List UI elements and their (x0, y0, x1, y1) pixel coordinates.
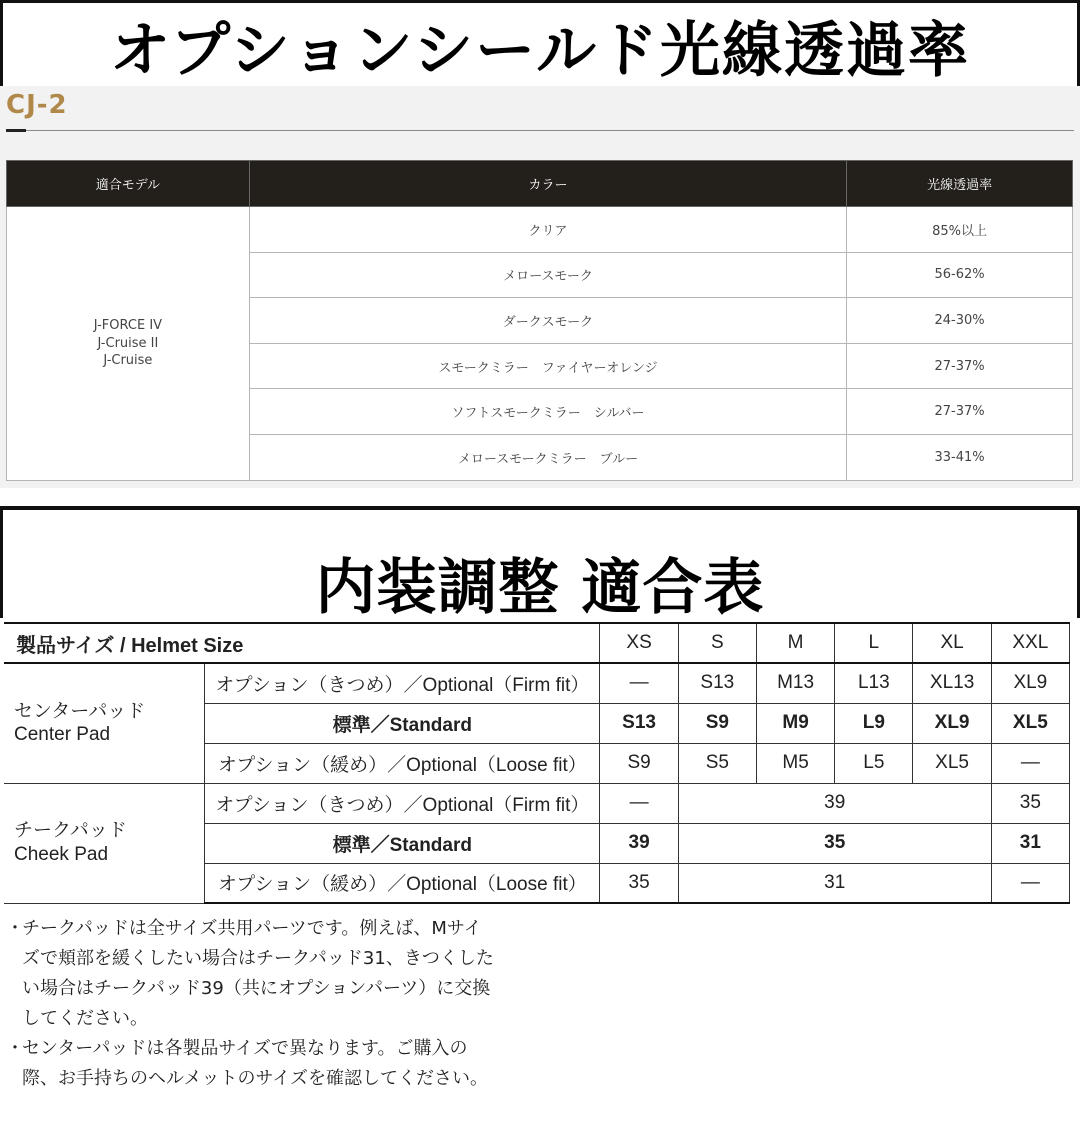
shield-section (0, 86, 1080, 488)
interior-fit-table (4, 622, 1070, 904)
color-cell: メロースモーク (249, 252, 846, 298)
color-cell: スモークミラー ファイヤーオレンジ (249, 343, 846, 389)
table-cell: — (991, 863, 1069, 903)
table-cell: — (600, 783, 678, 823)
table-cell: XL9 (991, 663, 1069, 703)
option-label: オプション（緩め）／Optional（Loose fit） (205, 743, 600, 783)
note-text (22, 914, 516, 1034)
section-divider (6, 130, 1074, 131)
option-label: オプション（緩め）／Optional（Loose fit） (205, 863, 600, 903)
table-cell: M9 (756, 703, 834, 743)
center-pad-label-en: Center Pad (14, 724, 111, 746)
table-cell: M13 (756, 663, 834, 703)
shield-transmittance-table (6, 160, 1073, 481)
center-pad-label-ja: センターパッド (14, 700, 146, 722)
note-line: チークパッドは全サイズ共用パーツです。例えば、Mサイ (22, 918, 482, 939)
table-cell: 35 (678, 823, 991, 863)
size-table-title: 製品サイズ / Helmet Size (4, 623, 600, 663)
table-cell: XL5 (913, 743, 991, 783)
note-text (22, 1034, 516, 1094)
rate-cell: 27-37% (847, 389, 1073, 435)
model-name: J-FORCE IV (93, 317, 163, 333)
rate-cell: 56-62% (847, 252, 1073, 298)
option-label: 標準／Standard (205, 703, 600, 743)
note-bullet: ・ (6, 1038, 24, 1059)
table-cell: XL9 (913, 703, 991, 743)
rate-cell: 24-30% (847, 298, 1073, 344)
header-color: カラー (249, 161, 846, 207)
table-cell: S13 (600, 703, 678, 743)
table-cell: 39 (678, 783, 991, 823)
note-line: してください。 (22, 1008, 148, 1029)
table-cell: 31 (991, 823, 1069, 863)
option-label: オプション（きつめ）／Optional（Firm fit） (205, 663, 600, 703)
color-cell: クリア (249, 207, 846, 253)
size-header: M (756, 623, 834, 663)
divider-accent (6, 129, 26, 132)
option-label: オプション（きつめ）／Optional（Firm fit） (205, 783, 600, 823)
table-cell: L13 (835, 663, 913, 703)
interior-banner-title: 内装調整 適合表 (315, 553, 765, 623)
notes (6, 914, 516, 1094)
color-cell: メロースモークミラー ブルー (249, 434, 846, 480)
size-header: L (835, 623, 913, 663)
table-cell: S13 (678, 663, 756, 703)
model-code: CJ-2 (6, 90, 68, 120)
table-cell: S9 (678, 703, 756, 743)
color-cell: ダークスモーク (249, 298, 846, 344)
note-line: センターパッドは各製品サイズで異なります。ご購入の (22, 1038, 468, 1059)
table-row (4, 783, 1070, 823)
table-row (7, 207, 1073, 253)
size-header: XS (600, 623, 678, 663)
shield-banner (0, 0, 1080, 86)
table-cell: 35 (600, 863, 678, 903)
cheek-pad-label-ja: チークパッド (14, 820, 127, 842)
model-name: J-Cruise II (97, 335, 159, 351)
table-header-row (7, 161, 1073, 207)
shield-banner-title: オプションシールド光線透過率 (110, 15, 970, 86)
table-cell: S5 (678, 743, 756, 783)
table-cell: M5 (756, 743, 834, 783)
interior-banner (0, 506, 1080, 623)
table-cell: S9 (600, 743, 678, 783)
rate-cell: 27-37% (847, 343, 1073, 389)
header-rate: 光線透過率 (847, 161, 1073, 207)
size-header: XL (913, 623, 991, 663)
note-line: 際、お手持ちのヘルメットのサイズを確認してください。 (22, 1068, 489, 1089)
table-cell: XL5 (991, 703, 1069, 743)
note-bullet: ・ (6, 918, 24, 939)
rate-cell: 85%以上 (847, 207, 1073, 253)
size-header: S (678, 623, 756, 663)
note-line: い場合はチークパッド39（共にオプションパーツ）に交換 (22, 978, 491, 999)
compatible-models-cell (7, 207, 250, 481)
model-name: J-Cruise (103, 353, 153, 369)
center-pad-label (4, 663, 205, 783)
cheek-pad-label-en: Cheek Pad (14, 844, 109, 865)
table-cell: L9 (835, 703, 913, 743)
cheek-pad-label (4, 783, 205, 903)
note-item (6, 914, 516, 1034)
table-cell: — (600, 663, 678, 703)
table-cell: — (991, 743, 1069, 783)
table-cell: L5 (835, 743, 913, 783)
note-item (6, 1034, 516, 1094)
option-label: 標準／Standard (205, 823, 600, 863)
header-model: 適合モデル (7, 161, 250, 207)
table-cell: 39 (600, 823, 678, 863)
table-cell: 31 (678, 863, 991, 903)
table-cell: XL13 (913, 663, 991, 703)
table-row (4, 663, 1070, 703)
size-header: XXL (991, 623, 1069, 663)
size-header-row (4, 623, 1070, 663)
rate-cell: 33-41% (847, 434, 1073, 480)
table-cell: 35 (991, 783, 1069, 823)
note-line: ズで頬部を緩くしたい場合はチークパッド31、きつくした (22, 948, 494, 969)
color-cell: ソフトスモークミラー シルバー (249, 389, 846, 435)
